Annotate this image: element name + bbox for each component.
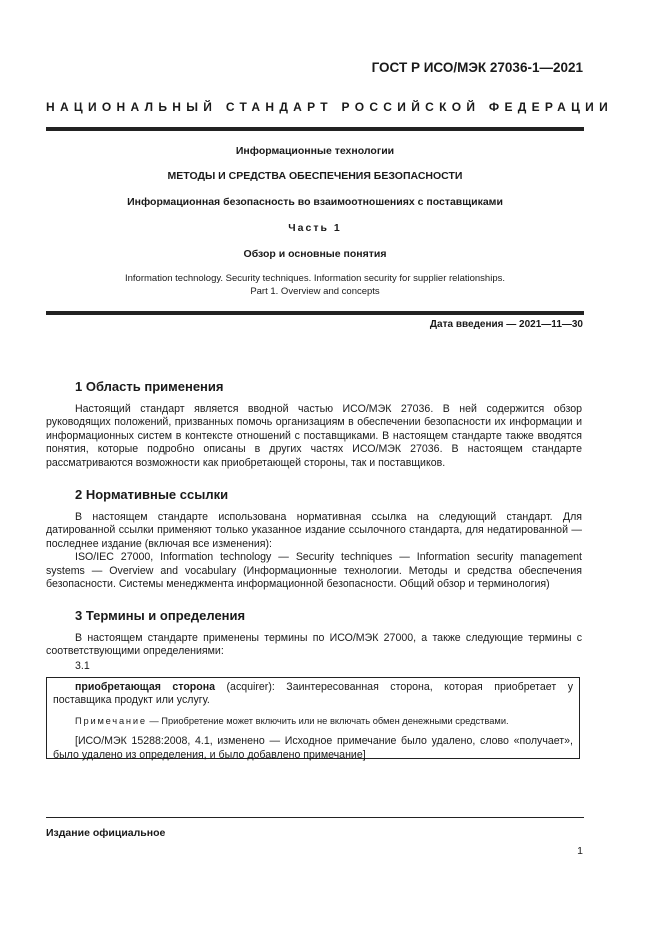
- section-3-paragraph: В настоящем стандарте применены термины по ИСО/МЭК 27000, а также следующие термины с соответствующими определениями:: [46, 632, 582, 658]
- term-number: 3.1: [75, 660, 90, 672]
- section-3-heading: 3 Термины и определения: [75, 608, 246, 623]
- section-1-heading: 1 Область применения: [75, 379, 224, 394]
- section-2-paragraph-2: ISO/IEC 27000, Information technology — Security techniques — Information security management systems — Overview and vocabulary (Информационные технологии. Методы и средства обеспечения безопасности. Системы менеджмента информационной безопасности. Общий обзор и терминология): [46, 551, 582, 591]
- standard-code: ГОСТ Р ИСО/МЭК 27036-1—2021: [371, 60, 583, 75]
- section-2-paragraph-1: В настоящем стандарте использована нормативная ссылка на следующий стандарт. Для датированной ссылки применяют только указанное издание ссылочного стандарта, для недатированной — последнее издание (включая все изменения):: [46, 511, 582, 550]
- title-rule: [46, 311, 584, 315]
- section-2-text: [46, 511, 582, 591]
- edition-label: Издание официальное: [46, 827, 166, 839]
- term-note-text: — Приобретение может включить или не включать обмен денежными средствами.: [146, 715, 509, 726]
- page-number: 1: [577, 845, 583, 857]
- term-definition: [53, 681, 573, 708]
- intro-date: Дата введения — 2021—11—30: [429, 319, 583, 330]
- section-1-paragraph: Настоящий стандарт является вводной частью ИСО/МЭК 27036. В ней содержится обзор руководящих положений, призванных помочь организациям в обеспечении безопасности их информации и информационных систем в контексте отношений с поставщиками. В настоящем стандарте также вводятся понятия, которые подробно описаны в других частях ИСО/МЭК 27036. В настоящем стандарте рассматриваются возможности как приобретающей стороны, так и поставщиков.: [46, 403, 582, 469]
- national-standard-banner: НАЦИОНАЛЬНЫЙ СТАНДАРТ РОССИЙСКОЙ ФЕДЕРАЦИИ: [46, 100, 614, 114]
- title-part-name: Обзор и основные понятия: [243, 248, 387, 260]
- term-note-label: Примечание: [75, 715, 147, 726]
- title-english: [46, 273, 584, 298]
- title-domain: Информационные технологии: [235, 145, 395, 157]
- title-english-line2: Part 1. Overview and concepts: [250, 285, 380, 297]
- section-3-text: [46, 632, 582, 659]
- section-2-heading: 2 Нормативные ссылки: [75, 487, 229, 502]
- term-note: [53, 715, 573, 728]
- term-box: [46, 677, 580, 759]
- title-main: МЕТОДЫ И СРЕДСТВА ОБЕСПЕЧЕНИЯ БЕЗОПАСНОСТИ: [167, 170, 463, 182]
- footer-rule: [46, 817, 584, 818]
- title-english-line1: Information technology. Security techniques. Information security for supplier relationships.: [124, 273, 505, 284]
- term-source: [ИСО/МЭК 15288:2008, 4.1, изменено — Исходное примечание было удалено, слово «получает», было удалено из определения, и было добавлено примечание]: [53, 735, 573, 761]
- header-rule: [46, 127, 584, 131]
- title-part: Часть 1: [288, 222, 342, 234]
- section-1-text: [46, 403, 582, 470]
- term-definition-text: (acquirer): Заинтересованная сторона, которая приобретает у поставщика продукт или услугу.: [53, 681, 573, 707]
- term-name: приобретающая сторона: [75, 681, 216, 693]
- title-sub: Информационная безопасность во взаимоотношениях с поставщиками: [127, 196, 503, 208]
